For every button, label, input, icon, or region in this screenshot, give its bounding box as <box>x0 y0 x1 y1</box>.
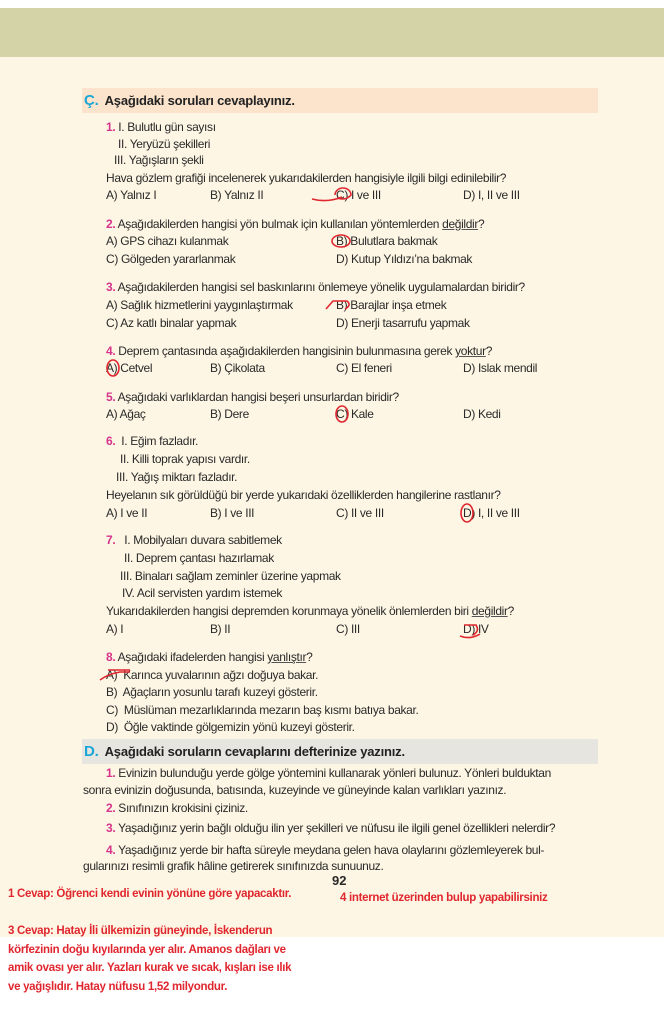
option-b[interactable]: B) Bulutlara bakmak <box>336 234 438 248</box>
question-number: 6. <box>106 434 116 448</box>
option-d[interactable]: D) IV <box>463 622 489 636</box>
stem-end: ? <box>478 217 485 231</box>
task-4-cont: gularınızı resimli grafik hâline getirerek sınıfınızda sunuunuz. <box>83 859 384 873</box>
option-c[interactable]: C) Gölgeden yararlanmak <box>106 252 236 266</box>
question-1-item: III. Yağışların şekli <box>114 153 204 167</box>
option-b[interactable]: B) Yalnız II <box>210 188 264 202</box>
question-2-stem <box>106 216 484 232</box>
stem-text: Aşağıdaki ifadelerden hangisi <box>117 650 268 664</box>
question-7-item: III. Binaları sağlam zeminler üzerine yapmak <box>120 569 341 583</box>
stem-text: Aşağıdakilerden hangisi sel baskınlarını önlemeye yönelik uygulamalardan biridir? <box>117 280 525 294</box>
question-6-item: II. Killi toprak yapısı vardır. <box>120 452 250 466</box>
question-number: 4. <box>106 344 116 358</box>
question-5-stem <box>106 389 399 405</box>
question-7-item: IV. Acil servisten yardım istemek <box>122 586 283 600</box>
option-c[interactable]: C) Az katlı binalar yapmak <box>106 316 237 330</box>
option-d[interactable]: D) Kedi <box>463 407 501 421</box>
stem-text: Yukarıdakilerden hangisi depremden korunmaya yönelik önlemlerden biri <box>106 604 472 618</box>
question-7-item <box>106 532 282 548</box>
task-number: 4. <box>106 843 116 857</box>
task-text: Yaşadığınız yerin bağlı olduğu ilin yer şekilleri ve nüfusu ile ilgili genel özellikleri nelerdir? <box>118 821 556 835</box>
task-1 <box>106 765 551 781</box>
answer-3: 3 Cevap: Hatay İli ülkemizin güneyinde, İskenderun körfezinin doğu kıyılarında yer alır. Amanos dağları ve amik ovası yer alır. Yazları kurak ve sıcak, kışları ise ılık ve yağışlıdır. Hatay nüfusu 1,52 milyondur. <box>8 925 292 993</box>
task-number: 1. <box>106 766 116 780</box>
question-number: 5. <box>106 390 116 404</box>
option-d[interactable]: D) I, II ve III <box>463 506 520 520</box>
page-number: 92 <box>332 873 347 888</box>
option-a[interactable]: A) Sağlık hizmetlerini yaygınlaştırmak <box>106 298 293 312</box>
option-c[interactable]: C) I ve III <box>336 188 381 202</box>
stem-end: ? <box>507 604 514 618</box>
question-6-item: III. Yağış miktarı fazladır. <box>116 470 238 484</box>
section-d-heading <box>84 743 405 760</box>
task-text: Evinizin bulunduğu yerde gölge yöntemini kullanarak yönleri bulunuz. Yönleri bulduktan <box>118 766 551 780</box>
stem-end: ? <box>485 344 493 358</box>
option-d[interactable]: D) Enerji tasarrufu yapmak <box>336 316 470 330</box>
option-b[interactable]: B) Barajlar inşa etmek <box>336 298 447 312</box>
option-d[interactable]: D) Öğle vaktinde gölgemizin yönü kuzeyi gösterir. <box>106 720 355 734</box>
option-a[interactable]: A) I <box>106 622 124 636</box>
option-a[interactable]: A) Karınca yuvalarının ağzı doğuya bakar. <box>106 668 319 682</box>
task-1-cont: sonra evinizin doğusunda, batısında, kuzeyinde ve güneyinde kalan varlıkları yazınız. <box>83 783 507 797</box>
question-number: 2. <box>106 217 116 231</box>
task-number: 3. <box>106 821 116 835</box>
stem-emphasis: değildir <box>471 604 508 618</box>
stem-emphasis: değildir <box>442 217 479 231</box>
section-letter: D. <box>84 743 99 760</box>
top-banner <box>0 8 664 57</box>
option-b[interactable]: B) Çikolata <box>210 361 265 375</box>
option-a[interactable]: A) I ve II <box>106 506 148 520</box>
stem-text: Aşağıdaki varlıklardan hangisi beşeri unsurlardan biridir? <box>117 390 399 404</box>
option-c[interactable]: C) II ve III <box>336 506 384 520</box>
task-4 <box>106 842 544 858</box>
section-title: Aşağıdaki soruları cevaplayınız. <box>104 93 295 108</box>
option-a[interactable]: A) Cetvel <box>106 361 153 375</box>
answer-1: 1 Cevap: Öğrenci kendi evinin yönüne göre yapacaktır. <box>8 888 292 900</box>
option-d[interactable]: D) I, II ve III <box>463 188 520 202</box>
question-6-item <box>106 433 198 449</box>
answer-4: 4 internet üzerinden bulup yapabilirsiniz <box>340 892 548 904</box>
task-number: 2. <box>106 801 116 815</box>
question-1-item <box>106 119 216 135</box>
option-d[interactable]: D) Islak mendil <box>463 361 538 375</box>
section-title: Aşağıdaki soruların cevaplarını defterinize yazınız. <box>104 744 405 759</box>
stem-text: Aşağıdakilerden hangisi yön bulmak için kullanılan yöntemlerden <box>117 217 443 231</box>
option-c[interactable]: C) III <box>336 622 360 636</box>
stem-text: Deprem çantasında aşağıdakilerden hangisinin bulunmasına gerek <box>118 344 456 358</box>
task-text: Sınıfınızın krokisini çiziniz. <box>118 801 248 815</box>
option-d[interactable]: D) Kutup Yıldızı’na bakmak <box>336 252 473 266</box>
stem-emphasis: yanlıştır <box>267 650 307 664</box>
question-1-item: II. Yeryüzü şekilleri <box>118 137 211 151</box>
section-letter: Ç. <box>84 92 99 109</box>
item-text: I. Mobilyaları duvara sabitlemek <box>124 533 282 547</box>
option-a[interactable]: A) Ağaç <box>106 407 146 421</box>
option-c[interactable]: C) Kale <box>336 407 374 421</box>
option-a[interactable]: A) GPS cihazı kulanmak <box>106 234 229 248</box>
task-text: Yaşadığınız yerde bir hafta süreyle meydana gelen hava olaylarını gözlemleyerek bul- <box>118 843 545 857</box>
question-8-stem <box>106 649 312 665</box>
question-number: 1. <box>106 120 116 134</box>
option-b[interactable]: B) Ağaçların yosunlu tarafı kuzeyi gösterir. <box>106 685 318 699</box>
option-b[interactable]: B) Dere <box>210 407 249 421</box>
question-number: 7. <box>106 533 116 547</box>
question-7-item: II. Deprem çantası hazırlamak <box>124 551 274 565</box>
option-a[interactable]: A) Yalnız I <box>106 188 157 202</box>
item-text: I. Bulutlu gün sayısı <box>118 120 216 134</box>
option-b[interactable]: B) II <box>210 622 231 636</box>
option-b[interactable]: B) I ve III <box>210 506 255 520</box>
question-number: 3. <box>106 280 116 294</box>
task-2 <box>106 800 248 816</box>
question-3-stem <box>106 279 525 295</box>
option-c[interactable]: C) El feneri <box>336 361 392 375</box>
question-6-stem: Heyelanın sık görüldüğü bir yerde yukarıdaki özelliklerden hangilerine rastlanır? <box>106 488 501 502</box>
question-7-stem <box>106 603 514 619</box>
stem-emphasis: yoktur <box>455 344 486 358</box>
option-c[interactable]: C) Müslüman mezarlıklarında mezarın baş kısmı batıya bakar. <box>106 703 419 717</box>
section-c-heading <box>84 92 295 109</box>
question-number: 8. <box>106 650 116 664</box>
stem-end: ? <box>306 650 313 664</box>
question-1-stem: Hava gözlem grafiği incelenerek yukarıdakilerden hangisiyle ilgili bilgi edinilebilir? <box>106 171 507 185</box>
item-text: I. Eğim fazladır. <box>121 434 199 448</box>
question-4-stem <box>106 343 492 359</box>
task-3 <box>106 820 555 836</box>
